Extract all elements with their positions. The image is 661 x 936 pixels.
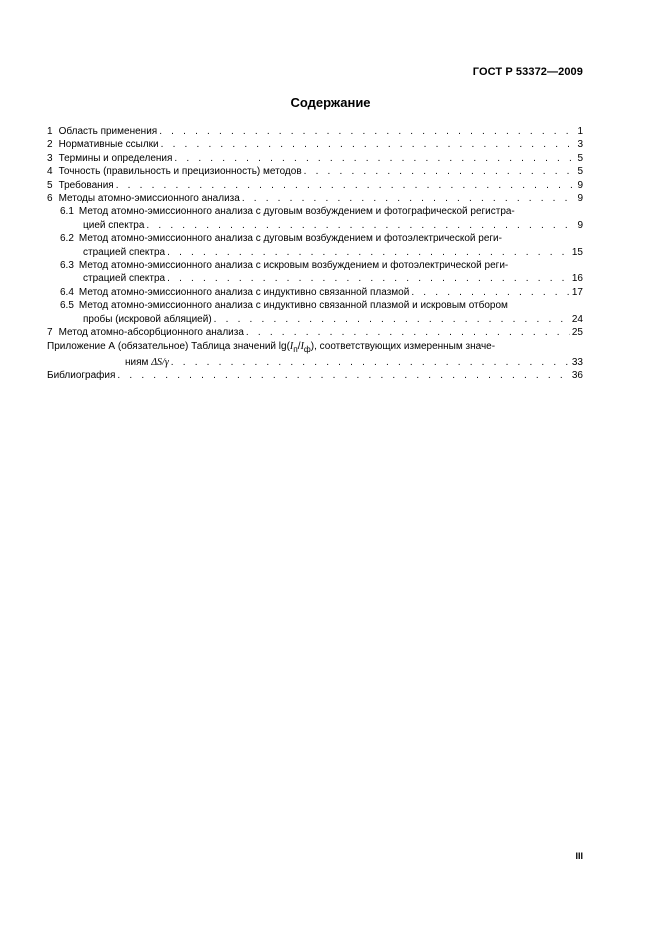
dot-leader [116, 179, 576, 192]
appendix-title-line2: ниям [125, 356, 152, 368]
toc-entry-label: Область применения [58, 126, 158, 137]
toc-entry-number: 1 [47, 126, 53, 137]
toc-entry-6[interactable] [47, 192, 583, 205]
toc-entry-1[interactable] [47, 125, 583, 138]
toc-entry-label-continued [125, 356, 169, 369]
dot-leader [246, 326, 570, 339]
toc-entry-label-continued: страцией спектра [83, 246, 166, 258]
toc-entry-page: 5 [577, 152, 583, 164]
toc-entry-number: 6.3 [60, 260, 74, 272]
toc-entry-label: Методы атомно-эмиссионного анализа [58, 193, 240, 205]
toc-entry-label: Метод атомно-эмиссионного анализа с индуктивно связанной плазмой [78, 286, 410, 298]
toc-entry-5[interactable] [47, 179, 583, 192]
toc-entry-3[interactable] [47, 152, 583, 165]
dot-leader [161, 138, 576, 151]
intensity-symbol: I [300, 340, 304, 352]
toc-entry-number: 6.4 [60, 286, 74, 298]
toc-entry-number: 7 [47, 327, 53, 339]
toc-entry-6-5[interactable] [47, 299, 583, 326]
toc-entry-page: 15 [571, 246, 583, 258]
dot-leader [159, 125, 575, 138]
toc-entry-page: 33 [571, 356, 583, 368]
toc-entry-2[interactable] [47, 138, 583, 151]
dot-leader [214, 313, 570, 326]
toc-entry-page: 9 [577, 219, 583, 231]
toc-entry-label: Библиография [47, 370, 116, 382]
appendix-title-prefix: Приложение А (обязательное) Таблица значений lg( [47, 340, 290, 352]
toc-entry-page: 9 [577, 179, 583, 191]
toc-entry-label: Точность (правильность и прецизионность) методов [58, 166, 302, 178]
dot-leader [167, 246, 570, 259]
toc-entry-label: Метод атомно-эмиссионного анализа с дуговым возбуждением и фотографической регистра- [78, 206, 515, 218]
toc-entry-7[interactable] [47, 326, 583, 339]
table-of-contents [47, 125, 583, 383]
page-number: III [575, 851, 583, 861]
toc-entry-number: 2 [47, 139, 53, 151]
toc-entry-page: 24 [571, 313, 583, 325]
toc-entry-label-continued: пробы (искровой абляцией) [83, 313, 212, 325]
toc-entry-label-continued: страцией спектра [83, 273, 166, 285]
toc-entry-label [47, 340, 495, 356]
toc-entry-page: 5 [577, 166, 583, 178]
toc-entry-6-2[interactable] [47, 232, 583, 259]
fraction-slash: / [297, 340, 301, 352]
toc-entry-number: 4 [47, 166, 53, 178]
toc-entry-page: 17 [571, 286, 583, 298]
toc-entry-number: 6.1 [60, 206, 74, 218]
dot-leader [411, 286, 570, 299]
intensity-symbol: I [289, 340, 294, 352]
toc-entry-number: 6.5 [60, 300, 74, 312]
toc-entry-label: Метод атомно-эмиссионного анализа с индуктивно связанной плазмой и искровым отбором [78, 300, 508, 312]
toc-entry-appendix-a[interactable] [47, 340, 583, 370]
toc-entry-4[interactable] [47, 165, 583, 178]
toc-title: Содержание [290, 95, 371, 110]
intensity-subscript: ф [303, 343, 311, 354]
dot-leader [304, 165, 576, 178]
toc-entry-page: 36 [571, 370, 583, 382]
toc-entry-label: Нормативные ссылки [58, 139, 159, 151]
toc-entry-number: 3 [47, 152, 53, 164]
toc-entry-bibliography[interactable] [47, 369, 583, 382]
toc-entry-label: Термины и определения [58, 152, 173, 164]
toc-entry-label: Метод атомно-эмиссионного анализа с дуговым возбуждением и фотоэлектрической реги- [78, 233, 502, 245]
toc-entry-6-3[interactable] [47, 259, 583, 286]
toc-entry-number: 6 [47, 193, 53, 205]
toc-entry-label: Требования [58, 179, 114, 191]
toc-entry-6-4[interactable] [47, 286, 583, 299]
toc-entry-page: 16 [571, 273, 583, 285]
document-code: ГОСТ Р 53372—2009 [472, 66, 583, 78]
dot-leader [146, 219, 575, 232]
delta-s-gamma-symbol: ΔS/γ [151, 356, 169, 368]
appendix-title-suffix: ), соответствующих измеренным значе- [310, 340, 496, 352]
dot-leader [242, 192, 576, 205]
toc-entry-page: 25 [571, 327, 583, 339]
dot-leader [167, 272, 570, 285]
toc-entry-page: 9 [577, 193, 583, 205]
dot-leader [174, 152, 575, 165]
dot-leader [117, 369, 569, 382]
toc-entry-page: 3 [577, 139, 583, 151]
toc-entry-label: Метод атомно-абсорбционного анализа [58, 327, 244, 339]
dot-leader [171, 356, 570, 369]
toc-entry-page: 1 [577, 126, 583, 137]
toc-entry-number: 6.2 [60, 233, 74, 245]
toc-entry-label: Метод атомно-эмиссионного анализа с искровым возбуждением и фотоэлектрической реги- [78, 260, 509, 272]
intensity-subscript: п [293, 343, 298, 354]
toc-entry-6-1[interactable] [47, 205, 583, 232]
toc-entry-number: 5 [47, 179, 53, 191]
toc-entry-label-continued: цией спектра [83, 219, 145, 231]
